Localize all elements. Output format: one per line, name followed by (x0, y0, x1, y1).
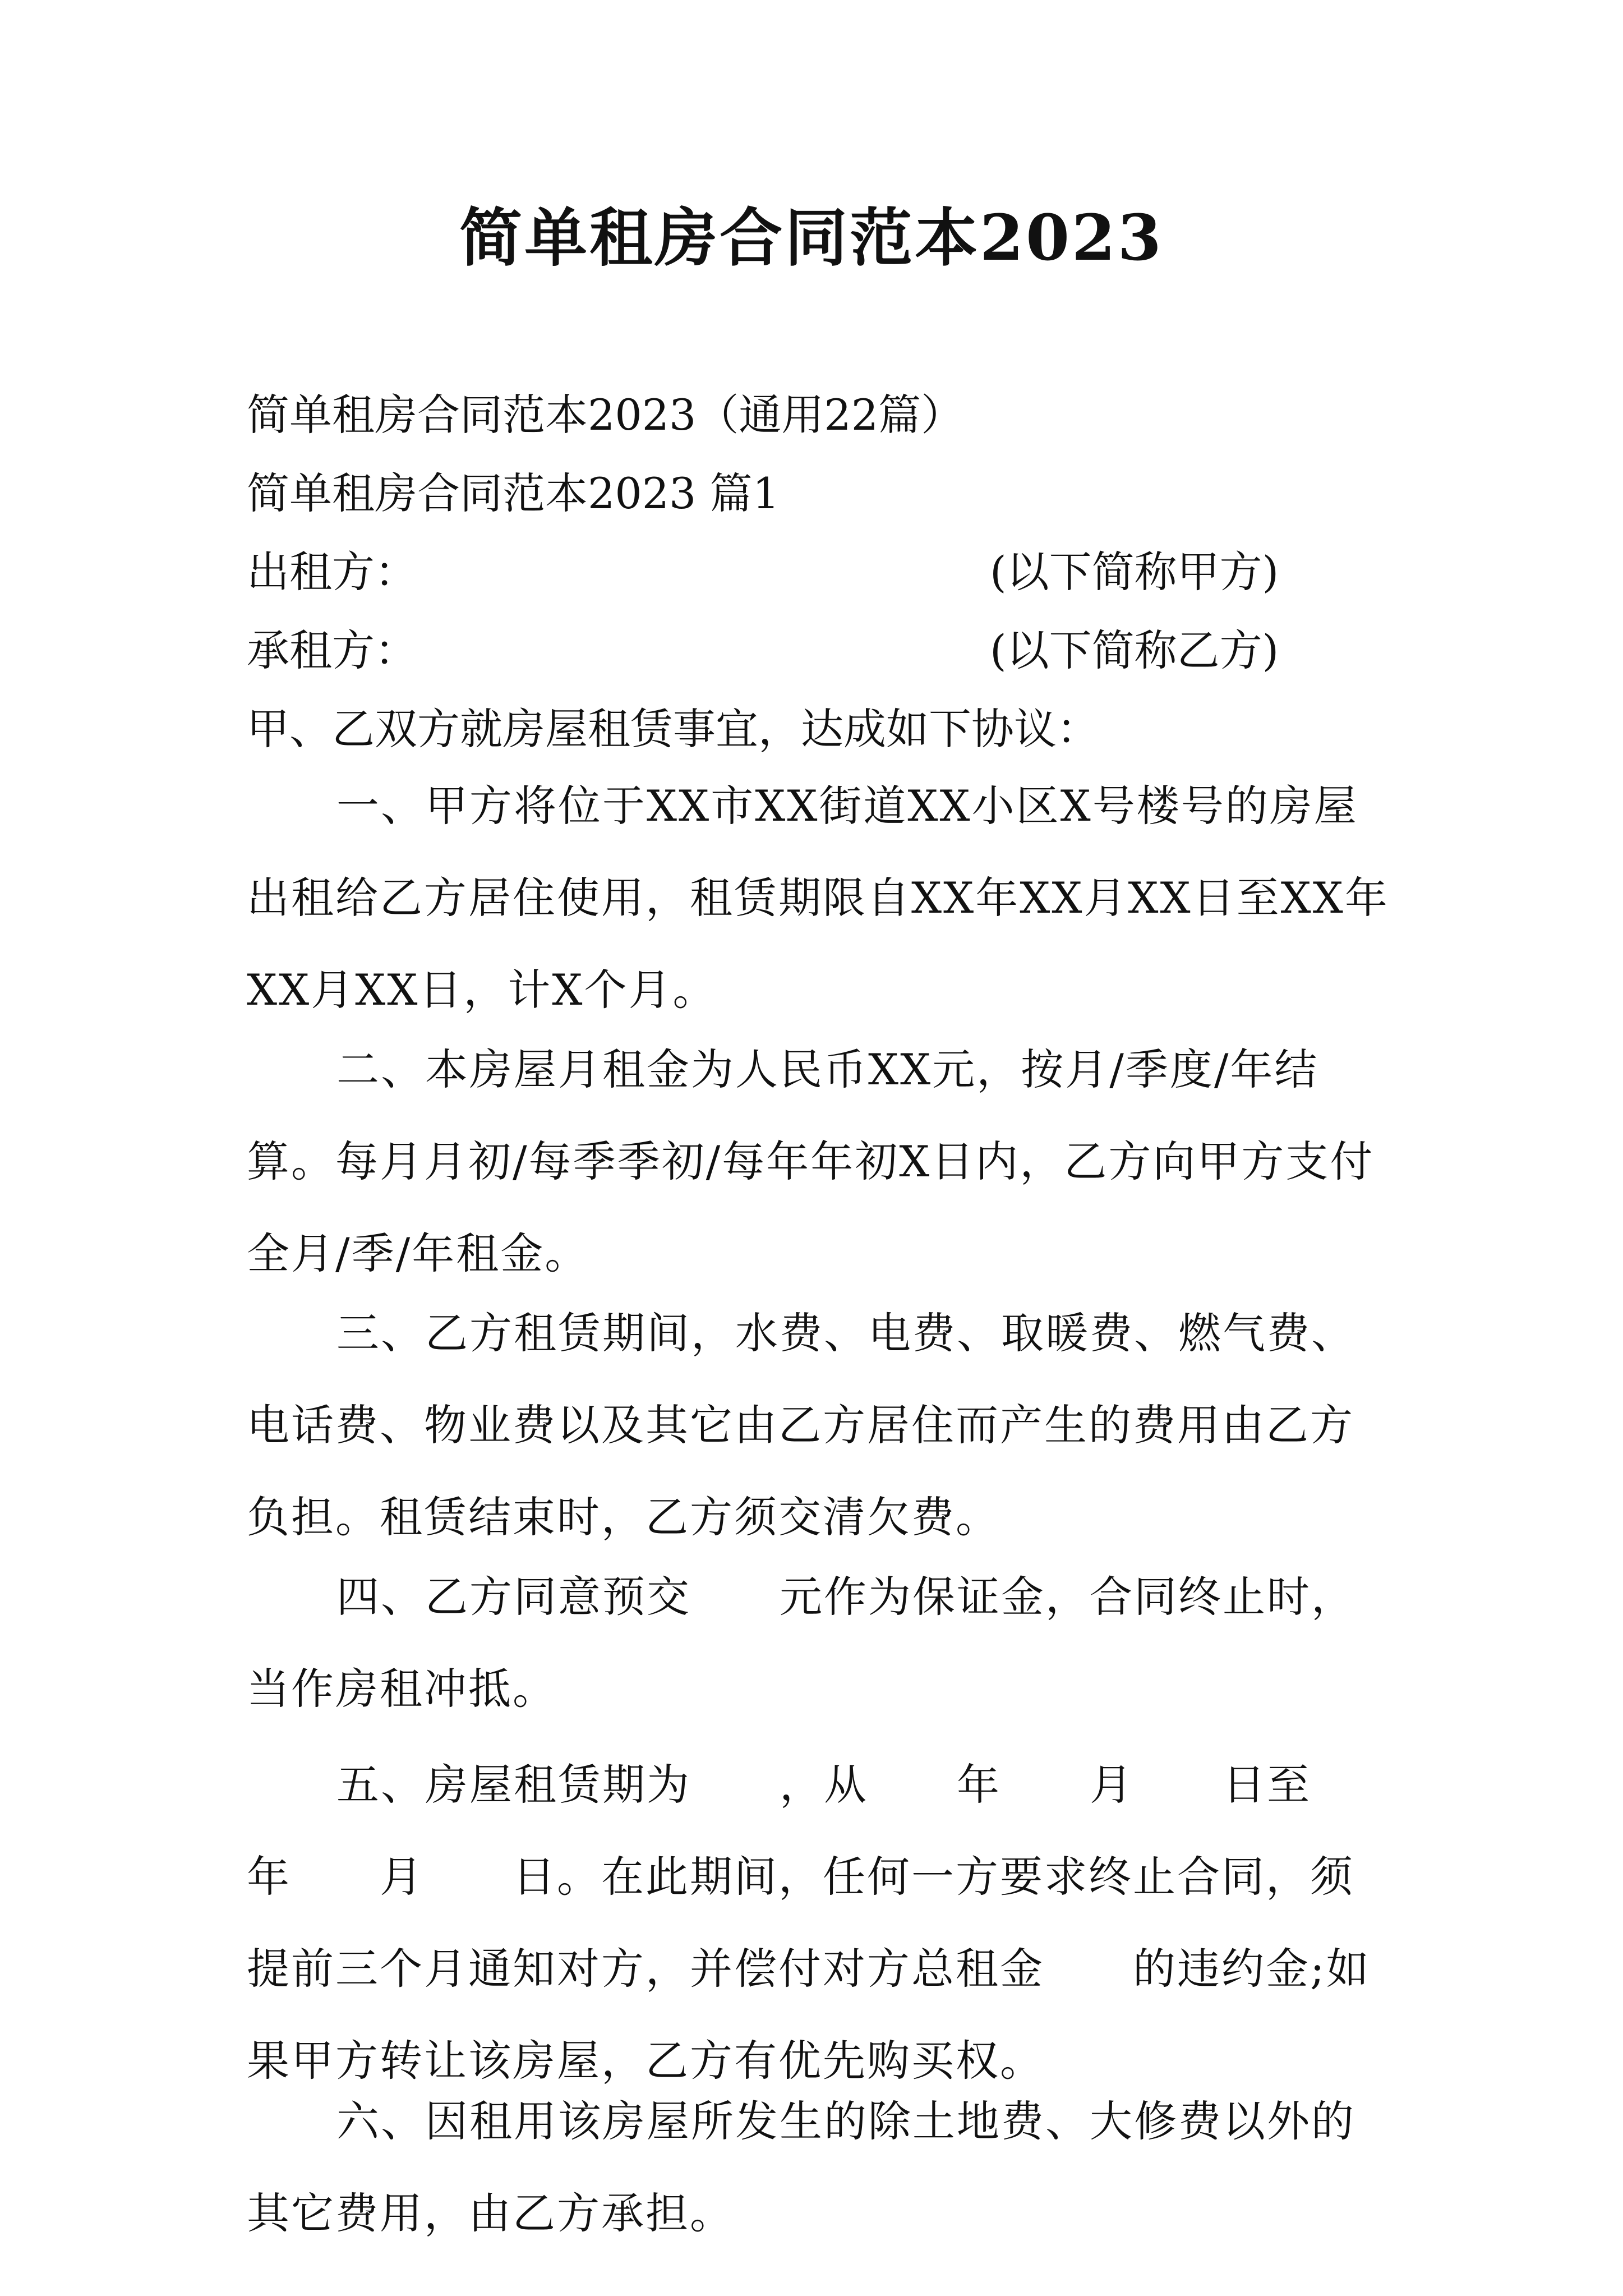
clause-4: 四、乙方同意预交 元作为保证金，合同终止时，当作房租冲抵。 (247, 1572, 1355, 1714)
part-subtitle: 简单租房合同范本2023 篇1 (247, 468, 780, 518)
lessee-note: (以下简称乙方) (990, 625, 1279, 675)
clause-5: 五、房屋租赁期为 ，从 年 月 日至 年 月 日。在此期间，任何一方要求终止合同，须提前三个月通知对方，并偿付对方总租金 的违约金;如果甲方转让该房屋，乙方有优先购买权。 (247, 1760, 1400, 2086)
clause-6: 六、因租用该房屋所发生的除土地费、大修费以外的其它费用，由乙方承担。 (247, 2096, 1355, 2238)
agreement-intro: 甲、乙双方就房屋租赁事宜，达成如下协议： (247, 704, 1099, 754)
lessor-note: (以下简称甲方) (990, 547, 1279, 597)
lessor-label: 出租方： (247, 547, 417, 597)
collection-subtitle: 简单租房合同范本2023（通用22篇） (247, 390, 964, 440)
clause-3: 三、乙方租赁期间，水费、电费、取暖费、燃气费、电话费、物业费以及其它由乙方居住而产生的费用由乙方负担。租赁结束时，乙方须交清欠费。 (247, 1308, 1355, 1542)
clause-1: 一、甲方将位于XX市XX街道XX小区X号楼号的房屋出租给乙方居住使用，租赁期限自XX年XX月XX日至XX年XX月XX日，计X个月。 (247, 781, 1389, 1015)
document-title: 简单租房合同范本2023 (459, 201, 1164, 275)
clause-2: 二、本房屋月租金为人民币XX元，按月/季度/年结算。每月月初/每季季初/每年年初X日内，乙方向甲方支付全月/季/年租金。 (247, 1045, 1375, 1278)
lessee-label: 承租方： (247, 625, 417, 675)
